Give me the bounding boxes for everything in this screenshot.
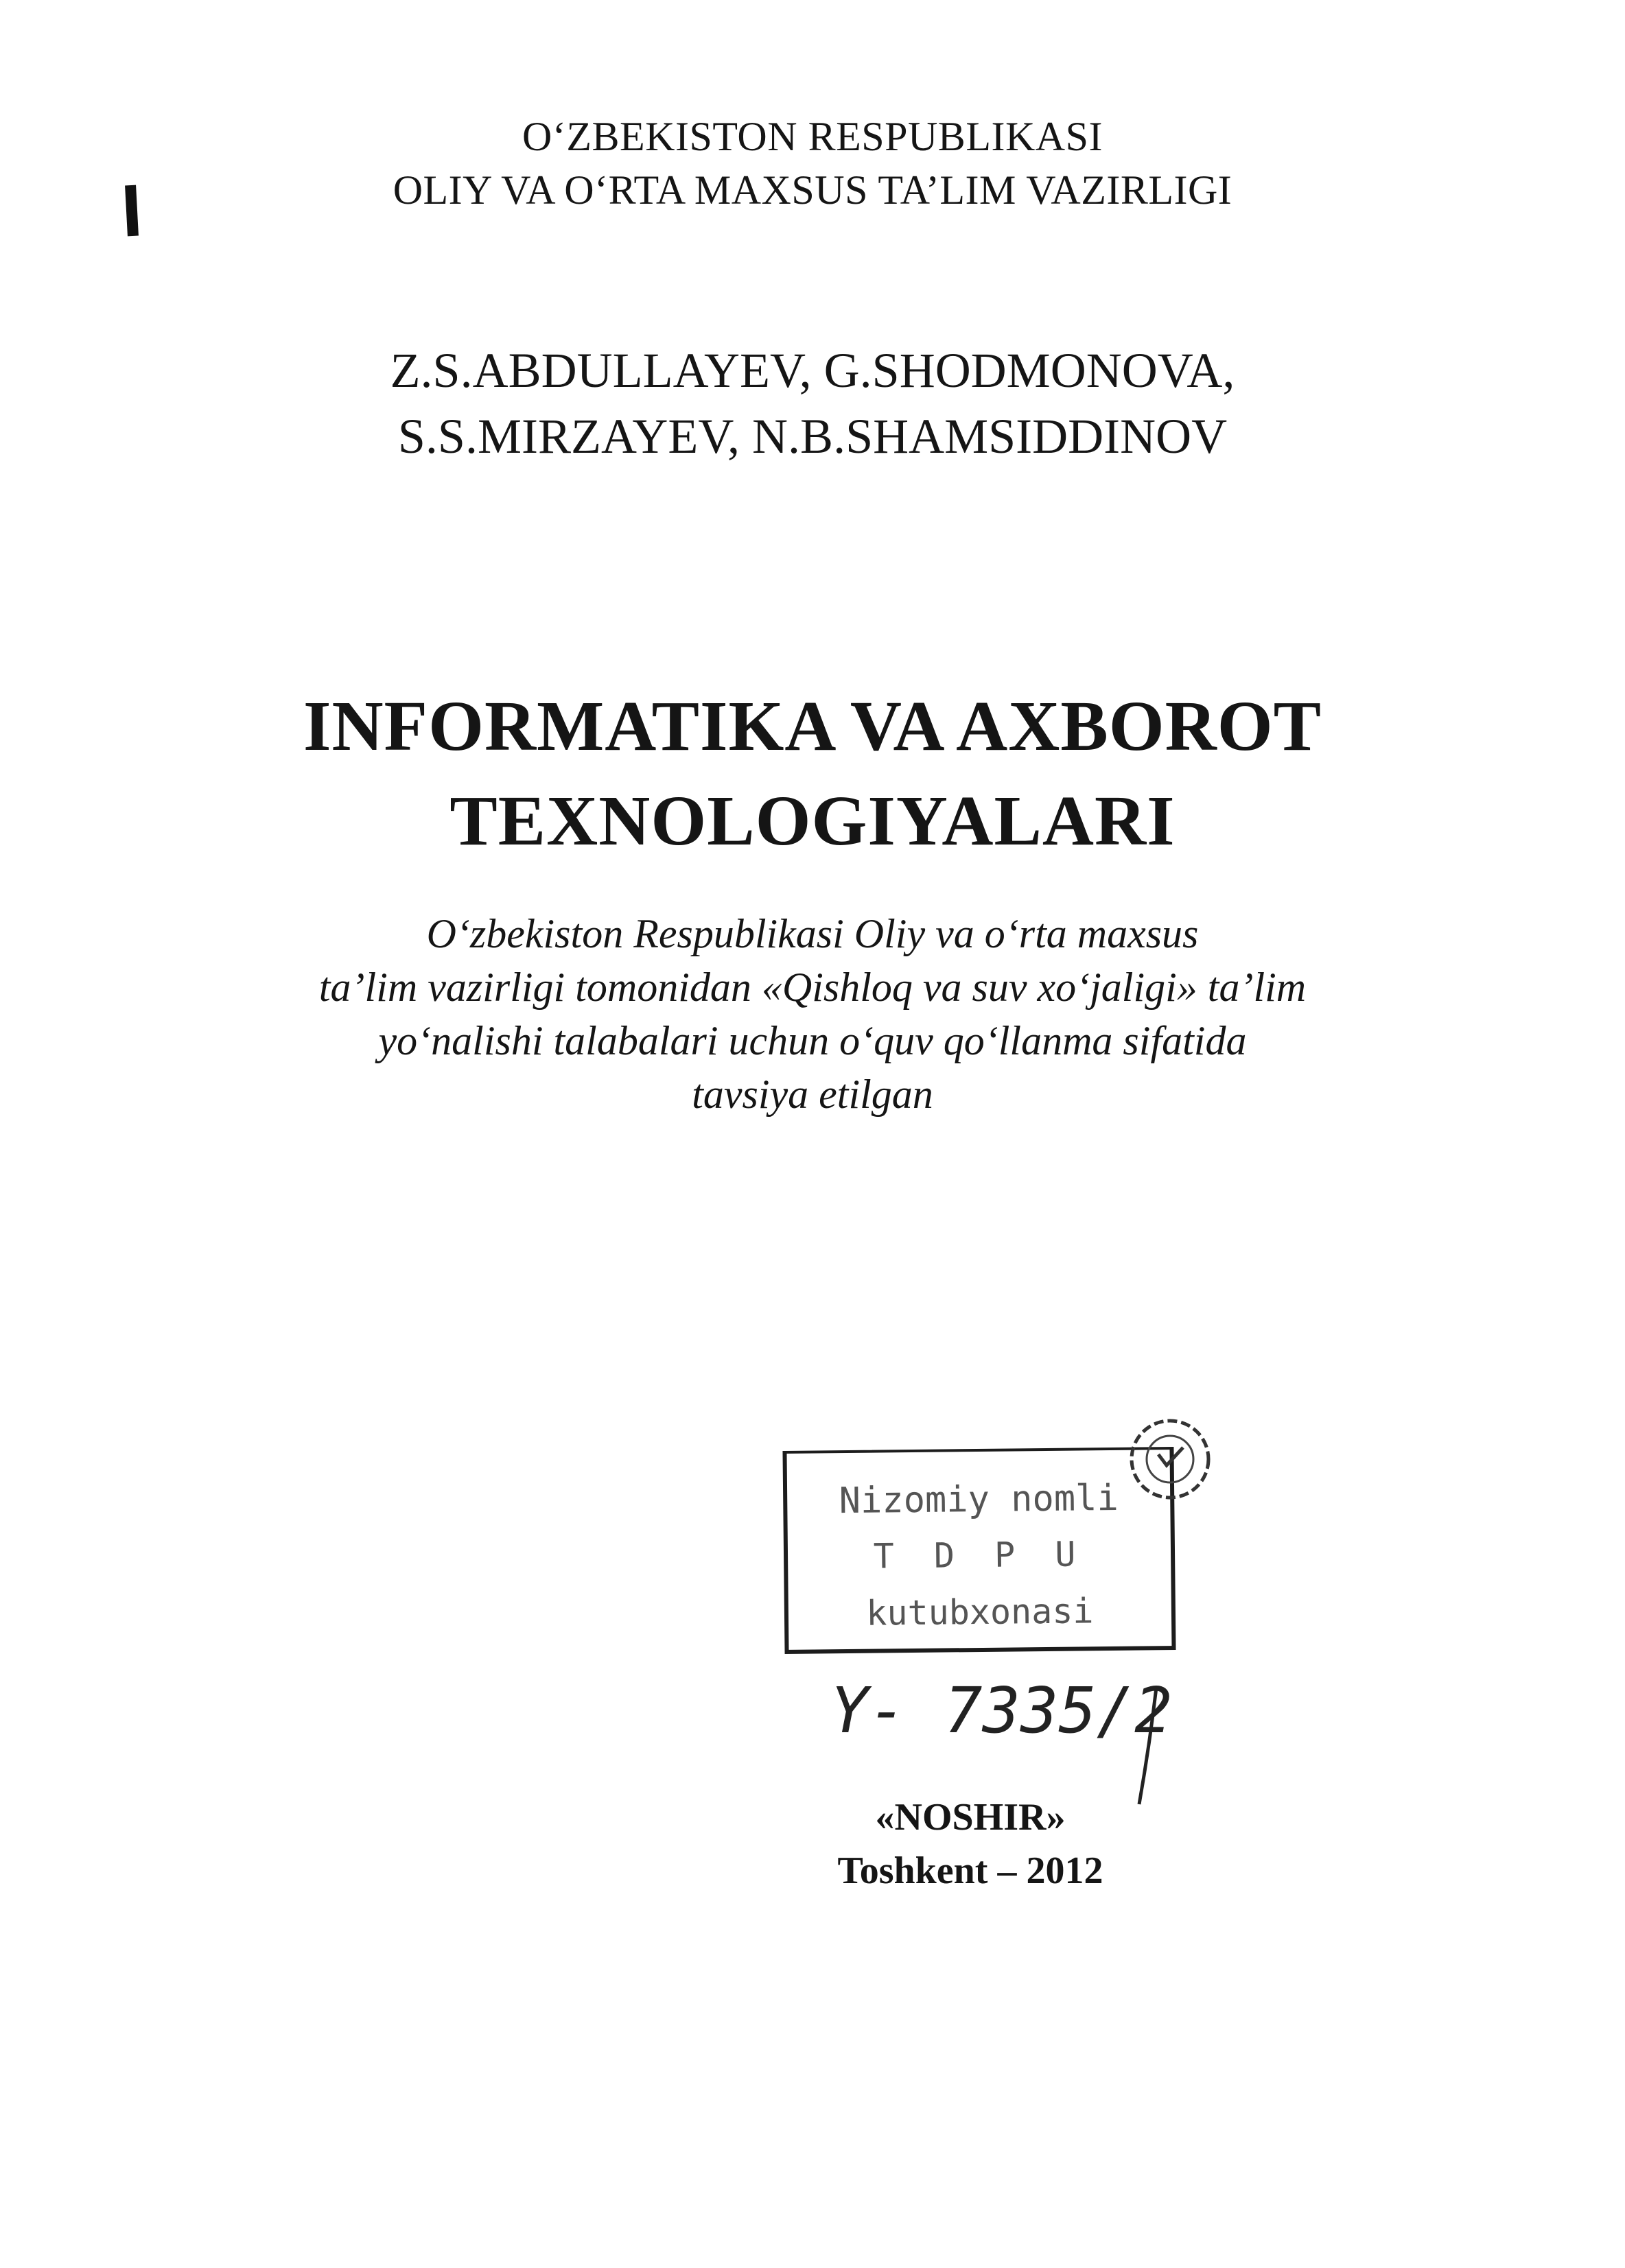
library-stamp	[782, 1447, 1176, 1654]
authors-line-2: S.S.MIRZAYEV, N.B.SHAMSIDDINOV	[397, 409, 1228, 464]
recommendation-text	[0, 907, 1625, 1121]
ministry-line-1: O‘ZBEKISTON RESPUBLIKASI	[522, 114, 1103, 159]
ministry-line-2: OLIY VA O‘RTA MAXSUS TA’LIM VAZIRLIGI	[393, 167, 1232, 213]
round-seal-icon	[1125, 1415, 1215, 1504]
publisher-info	[158, 1791, 1625, 1898]
stamp-line-3: kutubxonasi	[866, 1591, 1094, 1633]
book-title-line-1: INFORMATIKA VA AXBOROT	[303, 687, 1322, 766]
ministry-header	[0, 110, 1625, 217]
recommendation-line-4: tavsiya etilgan	[692, 1072, 933, 1117]
recommendation-line-3: yo‘nalishi talabalari uchun o‘quv qo‘llanma sifatida	[378, 1018, 1247, 1063]
book-title	[0, 679, 1625, 869]
recommendation-line-2: ta’lim vazirligi tomonidan «Qishloq va suv xo‘jaligi» ta’lim	[318, 965, 1307, 1010]
handwritten-note-text: Y- 7335/2	[830, 1674, 1173, 1747]
recommendation-line-1: O‘zbekiston Respublikasi Oliy va o‘rta maxsus	[426, 911, 1199, 956]
stamp-line-2: T D P U	[873, 1534, 1086, 1576]
authors-line-1: Z.S.ABDULLAYEV, G.SHODMONOVA,	[390, 343, 1235, 398]
publisher-city-year: Toshkent – 2012	[837, 1850, 1103, 1892]
book-title-line-2: TEXNOLOGIYALARI	[449, 781, 1176, 860]
stamp-line-1: Nizomiy nomli	[839, 1477, 1119, 1522]
handwritten-inventory-number	[817, 1650, 1256, 1815]
publisher-name: «NOSHIR»	[875, 1796, 1066, 1839]
authors	[0, 338, 1625, 469]
